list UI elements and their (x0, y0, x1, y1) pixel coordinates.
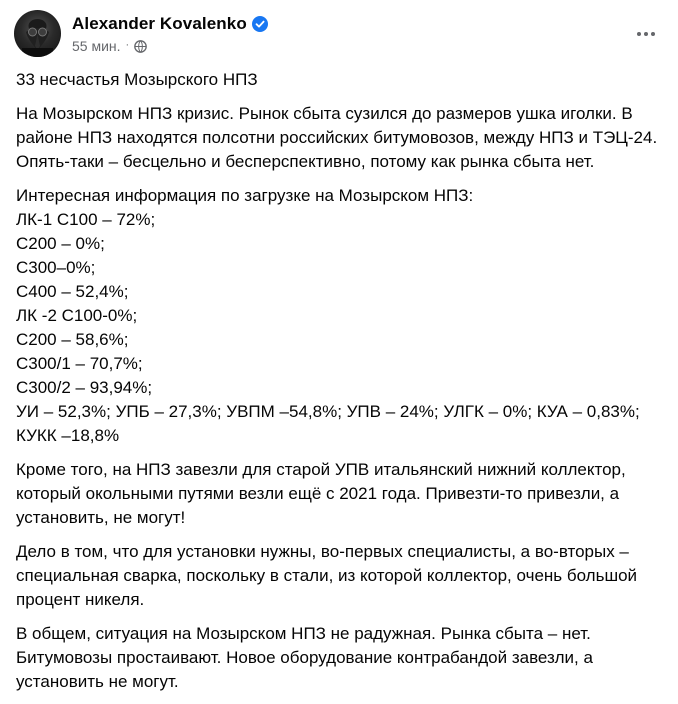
post-paragraph-load-info (16, 184, 662, 448)
post-paragraph (16, 458, 662, 530)
post-meta (72, 38, 147, 54)
post-text-line: С300–0%; (16, 258, 96, 277)
post-text-line: С400 – 52,4%; (16, 282, 129, 301)
post-text-line: 33 несчастья Мозырского НПЗ (16, 70, 258, 89)
post-paragraph (16, 622, 662, 694)
more-options-icon (636, 31, 656, 37)
post-text-line: С200 – 0%; (16, 234, 105, 253)
more-options-button[interactable] (628, 16, 664, 52)
post-text-line: Кроме того, на НПЗ завезли для старой УПВ итальянский нижний коллектор, который окольными путями везли ещё с 2021 года. Привезти-то привезли, а установить, не могут! (16, 460, 626, 527)
post-paragraph (16, 102, 662, 174)
post-text-line: С300/2 – 93,94%; (16, 378, 153, 397)
post-text-line: В общем, ситуация на Мозырском НПЗ не радужная. Рынка сбыта – нет. Битумовозы простаивают. Новое оборудование контрабандой завезли, а установить не могут. (16, 624, 593, 691)
avatar[interactable] (14, 10, 61, 57)
post-text-line: ЛК -2 С100-0%; (16, 306, 138, 325)
post-header (14, 10, 664, 60)
author-name[interactable]: Alexander Kovalenko (72, 14, 247, 33)
verified-badge-icon (252, 16, 268, 32)
post-timestamp[interactable]: 55 мин. (72, 38, 121, 54)
post-text-line: Интересная информация по загрузке на Мозырском НПЗ: (16, 186, 474, 205)
post-text-line: Дело в том, что для установки нужны, во-первых специалисты, а во-вторых – специальная сварка, поскольку в стали, из которой коллектор, очень большой процент никеля. (16, 542, 638, 609)
post-text-line: С200 – 58,6%; (16, 330, 129, 349)
post-paragraph (16, 540, 662, 612)
meta-separator: · (125, 39, 130, 51)
globe-icon[interactable] (134, 40, 147, 53)
post-body (16, 68, 662, 704)
author-row (72, 14, 268, 34)
avatar-image (14, 10, 61, 57)
post-paragraph-title (16, 68, 662, 92)
post-text-line: На Мозырском НПЗ кризис. Рынок сбыта сузился до размеров ушка иголки. В районе НПЗ находятся полсотни российских битумовозов, между НПЗ и ТЭЦ-24. Опять-таки – бесцельно и бесперспективно, потому как рынка сбыта нет. (16, 104, 658, 171)
post-text-line: УИ – 52,3%; УПБ – 27,3%; УВПМ –54,8%; УПВ – 24%; УЛГК – 0%; КУА – 0,83%; КУКК –18,8% (16, 402, 640, 445)
post-text-line: ЛК-1 С100 – 72%; (16, 210, 156, 229)
post-text-line: С300/1 – 70,7%; (16, 354, 143, 373)
